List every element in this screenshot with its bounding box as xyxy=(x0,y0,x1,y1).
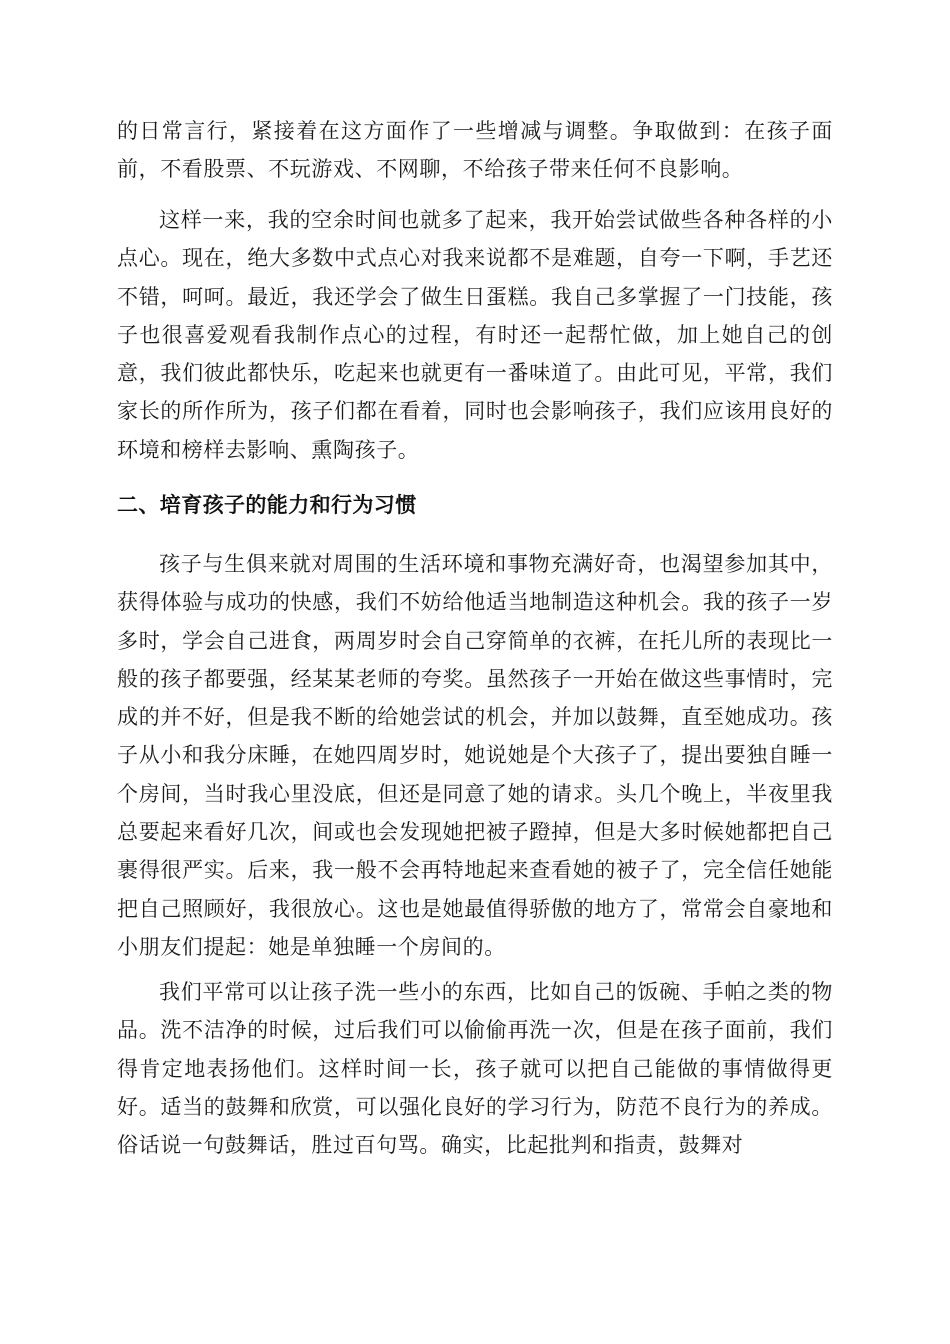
paragraph-independence: 孩子与生俱来就对周围的生活环境和事物充满好奇，也渴望参加其中，获得体验与成功的快感，我们不妨给他适当地制造这种机会。我的孩子一岁多时，学会自己进食，两周岁时会自己穿简单的衣裤，在托儿所的表现比一般的孩子都要强，经某某老师的夸奖。虽然孩子一开始在做这些事情时，完成的并不好，但是我不断的给她尝试的机会，并加以鼓舞，直至她成功。孩子从小和我分床睡，在她四周岁时，她说她是个大孩子了，提出要独自睡一个房间，当时我心里没底，但还是同意了她的请求。头几个晚上，半夜里我总要起来看好几次，间或也会发现她把被子蹬掉，但是大多时候她都把自己裹得很严实。后来，我一般不会再特地起来查看她的被子了，完全信任她能把自己照顾好，我很放心。这也是她最值得骄傲的地方了，常常会自豪地和小朋友们提起：她是单独睡一个房间的。 xyxy=(117,552,833,959)
paragraph-encouragement: 我们平常可以让孩子洗一些小的东西，比如自己的饭碗、手帕之类的物品。洗不洁净的时候，过后我们可以偷偷再洗一次，但是在孩子面前，我们得肯定地表扬他们。这样时间一长，孩子就可以把自己能做的事情做得更好。适当的鼓舞和欣赏，可以强化良好的学习行为，防范不良行为的养成。俗话说一句鼓舞话，胜过百句骂。确实，比起批判和指责，鼓舞对 xyxy=(117,980,833,1158)
paragraph-snacks: 这样一来，我的空余时间也就多了起来，我开始尝试做些各种各样的小点心。现在，绝大多数中式点心对我来说都不是难题，自夸一下啊，手艺还不错，呵呵。最近，我还学会了做生日蛋糕。我自己多掌握了一门技能，孩子也很喜爱观看我制作点心的过程，有时还一起帮忙做，加上她自己的创意，我们彼此都快乐，吃起来也就更有一番味道了。由此可见，平常，我们家长的所作所为，孩子们都在看着，同时也会影响孩子，我们应该用良好的环境和榜样去影响、熏陶孩子。 xyxy=(117,208,833,462)
paragraph-continuation: 的日常言行，紧接着在这方面作了一些增减与调整。争取做到：在孩子面前，不看股票、不玩游戏、不网聊，不给孩子带来任何不良影响。 xyxy=(117,119,833,182)
section-heading: 二、培育孩子的能力和行为习惯 xyxy=(117,493,417,517)
